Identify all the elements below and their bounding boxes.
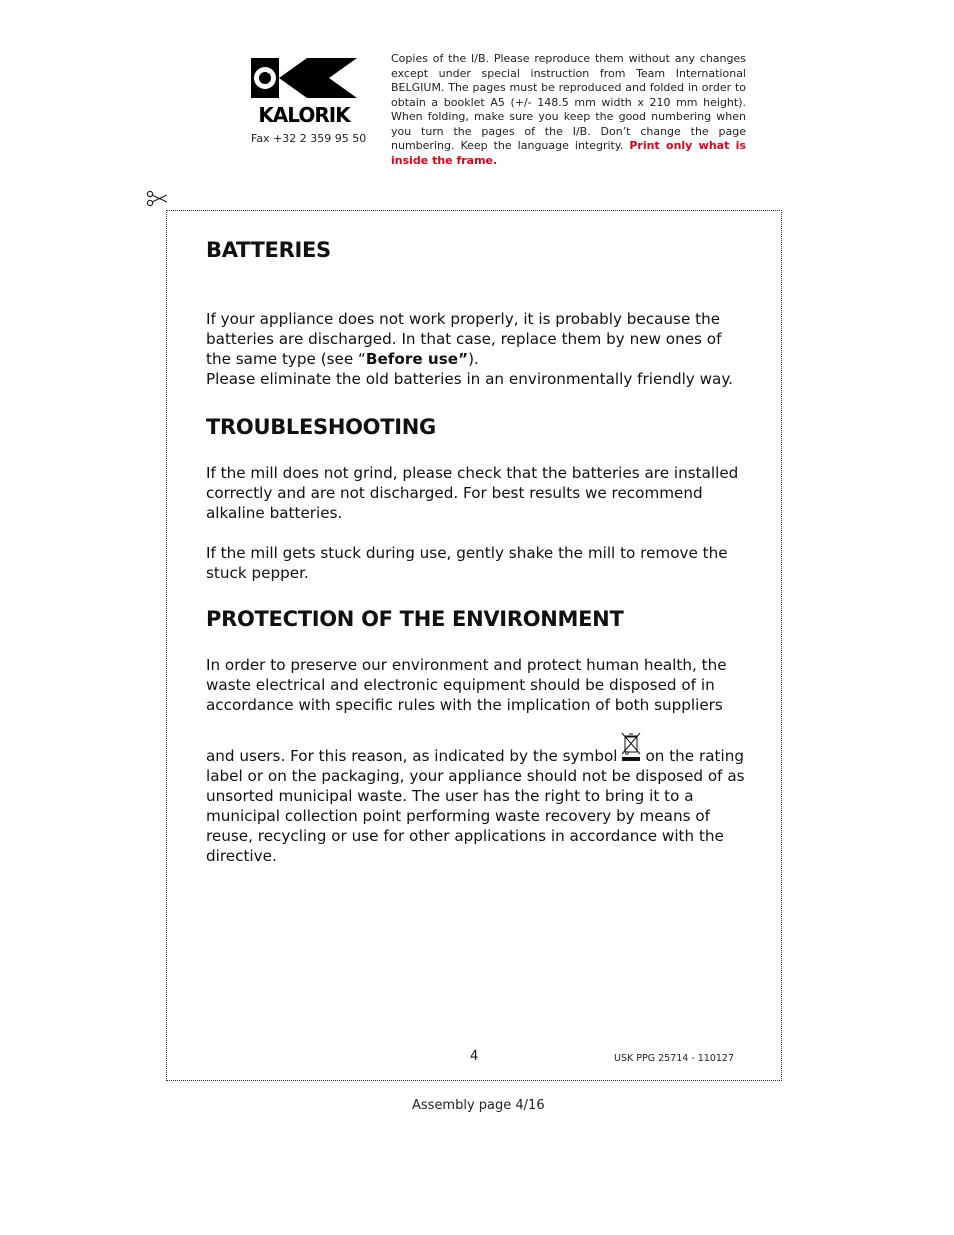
before-use-reference: Before use” [365,350,469,368]
page-content [206,238,751,866]
assembly-page-label: Assembly page 4/16 [412,1098,545,1113]
notice-highlight: Print only what is inside the frame [391,139,746,167]
batteries-disposal-paragraph: Please eliminate the old batteries in an environmentally friendly way. [206,370,733,388]
notice-text: Copies of the I/B. Please reproduce them without any changes except under special instruction from Team International BELGIUM. The pages must be reproduced and folded in order to obtain a booklet A5 (+/- 148.5 mm width x 210 mm height). When folding, make sure you keep the good numbering when you turn the pages of the I/B. Don’t change the page numbering. Keep the language integrity. [391,52,746,152]
troubleshooting-paragraph-2: If the mill gets stuck during use, gently shake the mill to remove the stuck pepper. [206,544,728,582]
batteries-text-end: ). [468,350,479,368]
troubleshooting-heading: TROUBLESHOOTING [206,415,436,439]
environment-heading: PROTECTION OF THE ENVIRONMENT [206,607,624,631]
environment-paragraph-2 [206,731,751,866]
scissors-icon [146,190,168,208]
batteries-heading: BATTERIES [206,238,331,262]
environment-text-start: and users. For this reason, as indicated by the symbol [206,747,618,765]
batteries-paragraph [206,309,751,369]
logo-text: KALORIK [258,103,350,126]
kalorik-logo [249,56,359,126]
environment-text-end: on the rating label or on the packaging, your appliance should not be disposed of as unsorted municipal waste. The user has the right to bring it to a municipal collection point performing waste recovery by means of reuse, recycling or use for other applications in accordance with the directive. [206,747,745,865]
batteries-text-start: If your appliance does not work properly, it is probably because the batteries are discharged. In that case, replace them by new ones of the same type (see “ [206,310,722,368]
notice-end: . [493,153,498,167]
document-reference: USK PPG 25714 - 110127 [614,1053,735,1064]
page-number: 4 [470,1049,479,1064]
environment-paragraph-1: In order to preserve our environment and protect human health, the waste electrical and electronic equipment should be disposed of in accordance with specific rules with the implication of both suppliers [206,656,727,714]
fax-number: Fax +32 2 359 95 50 [251,132,367,145]
print-notice [391,52,746,168]
crossed-out-wheeled-bin-icon [620,731,642,763]
troubleshooting-paragraph-1: If the mill does not grind, please check that the batteries are installed correctly and are not discharged. For best results we recommend alkaline batteries. [206,464,739,522]
